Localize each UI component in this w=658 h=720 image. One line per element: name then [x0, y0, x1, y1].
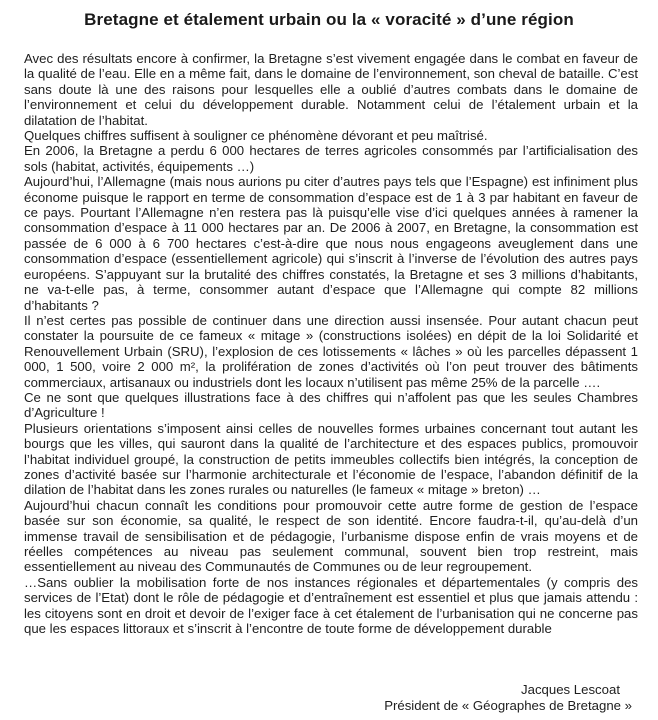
paragraph-conditions: Aujourd’hui chacun connaît les conditions pour promouvoir cette autre forme de gestion de l’espace basée sur son économie, sa qualité, le respect de son identité. Encore faudra-t-il, qu’au-delà d’un immense travail de sensibilisation et de pédagogie, l’urbanisme dispose enfin de vrais moyens et de réelles compétences au niveau pas seulement communal, souvent bien trop restreint, mais essentiellement au niveau des Communautés de Communes ou de leur regroupement. — [24, 497, 638, 575]
paragraph-orientations: Plusieurs orientations s’imposent ainsi celles de nouvelles formes urbaines concernant tout autant les bourgs que les villes, qui sauront dans la qualité de l’architecture et des espaces publics, promouvoir l’habitat individuel groupé, la construction de petits immeubles collectifs bien intégrés, la conception de zones d’activité basée sur l’harmonie architecturale et l’économie de l’espace, l’abandon définitif de la dilation de l’habitat dans les zones rurales ou naturelles (le fameux « mitage » breton) … — [24, 420, 638, 498]
paragraph-figures-lead: Quelques chiffres suffisent à souligner ce phénomène dévorant et peu maîtrisé. — [24, 128, 488, 144]
signature-block — [384, 682, 632, 714]
paragraph-2006-loss: En 2006, la Bretagne a perdu 6 000 hectares de terres agricoles consommés par l’artificialisation des sols (habitat, activités, équipements …) — [24, 143, 638, 174]
paragraph-intro: Avec des résultats encore à confirmer, la Bretagne s’est vivement engagée dans le combat en faveur de la qualité de l’eau. Elle en a même fait, dans le domaine de l’environnement, son cheval de bataille. C’est sans doute là une des raisons pour lesquelles elle a oublié d’autres combats dans le domaine de l’environnement et celui du développement durable. Notamment celui de l’étalement urbain et la dilatation de l’habitat. — [24, 51, 638, 128]
paragraph-mitage: Il n’est certes pas possible de continuer dans une direction aussi insensée. Pour autant chacun peut constater la poursuite de ce fameux « mitage » (constructions isolées) en dépit de la loi Solidarité et Renouvellement Urbain (SRU), l’explosion de ces lotissements « lâches » où les parcelles dépassent 1 000, 1 500, voire 2 000 m², la prolifération de zones d’activités où l’on peut trouver des bâtiments commerciaux, artisanaux ou industriels dont les locaux n’utilisent pas même 25% de la parcelle …. — [24, 312, 638, 390]
author-name: Jacques Lescoat — [521, 682, 620, 697]
paragraph-illustrations: Ce ne sont que quelques illustrations face à des chiffres qui n’affolent pas que les seules Chambres d’Agriculture ! — [24, 389, 638, 421]
article-body — [24, 51, 638, 636]
author-role: Président de « Géographes de Bretagne » — [384, 698, 632, 713]
paragraph-mobilisation: …Sans oublier la mobilisation forte de nos instances régionales et départementales (y compris des services de l’Etat) dont le rôle de pédagogie et d’entraînement est essentiel et plus que jamais attendu : les citoyens sont en droit et devoir de l’exiger face à cet étalement de l’urbanisation qui ne concerne pas que les espaces littoraux et s’inscrit à l’encontre de toute forme de développement durable — [24, 574, 638, 637]
article-title: Bretagne et étalement urbain ou la « voracité » d’une région — [84, 10, 574, 29]
paragraph-germany-comparison: Aujourd’hui, l’Allemagne (mais nous aurions pu citer d’autres pays tels que l’Espagne) est infiniment plus économe puisque le rapport en terme de consommation d’espace est de 1 à 3 par habitant en faveur de ce pays. Pourtant l’Allemagne n’en restera pas là puisqu’elle vise d’ici quelques années à ramener la consommation d’espace à 11 000 hectares par an. De 2006 à 2007, en Bretagne, la consommation est passée de 6 000 à 6 700 hectares c’est-à-dire que nous nous engageons aveuglement dans une consommation d’espace (essentiellement agricole) qui s’inscrit à l’inverse de l’évolution des autres pays européens. S’appuyant sur la brutalité des chiffres constatés, la Bretagne et ses 3 millions d’habitants, ne va-t-elle pas, à terme, consommer autant d’espace que l’Allemagne qui compte 82 millions d’habitants ? — [24, 174, 638, 313]
